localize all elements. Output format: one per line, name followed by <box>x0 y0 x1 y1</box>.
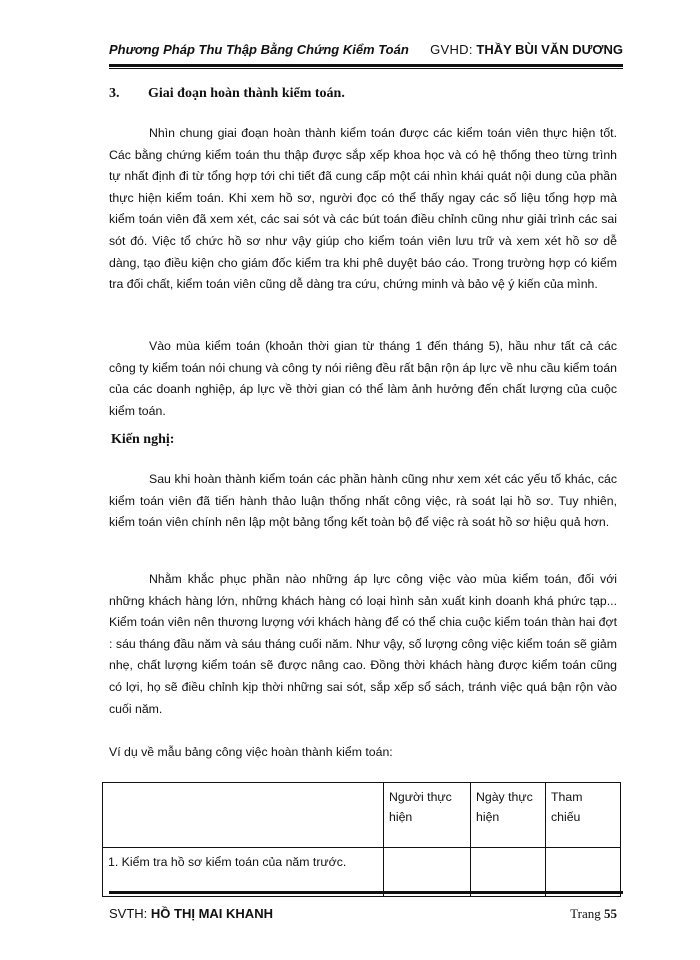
table-cell: 1. Kiểm tra hồ sơ kiểm toán của năm trước. <box>103 848 384 897</box>
student-label: SVTH: <box>109 906 148 921</box>
table-row <box>103 848 621 897</box>
page-label: Trang <box>570 906 601 921</box>
student-name: HỒ THỊ MAI KHANH <box>150 906 273 921</box>
student-info <box>109 906 273 921</box>
recommendation-heading: Kiến nghị: <box>111 432 175 447</box>
table-header-cell: Người thực hiện <box>384 783 471 848</box>
header-divider <box>109 64 623 67</box>
advisor-name: THẦY BÙI VĂN DƯƠNG <box>476 42 623 57</box>
table-header-cell <box>103 783 384 848</box>
advisor-label: GVHD: <box>430 42 473 57</box>
paragraph-example-intro: Ví dụ về mẫu bảng công việc hoàn thành kiểm toán: <box>109 745 393 759</box>
section-number: 3. <box>109 86 120 101</box>
advisor-info <box>430 42 623 57</box>
paragraph-review: Sau khi hoàn thành kiểm toán các phần hành cũng như xem xét các yếu tố khác, các kiểm toán viên đã tiến hành thảo luận thống nhất công việc, rà soát lại hồ sơ. Tuy nhiên, kiểm toán viên chính nên lập một bảng tổng kết toàn bộ để việc rà soát hồ sơ hiệu quả hơn. <box>109 472 617 530</box>
table-cell <box>546 848 621 897</box>
table-cell <box>384 848 471 897</box>
section-heading <box>109 86 345 102</box>
completion-work-table <box>102 782 621 897</box>
paragraph-solution: Nhằm khắc phục phần nào những áp lực công việc vào mùa kiểm toán, đối với những khách hàng lớn, những khách hàng có loại hình sản xuất kinh doanh khá phức tạp... Kiểm toán viên nên thương lượng với khách hàng để có thể chia cuộc kiểm toán thàn hai đợt : sáu tháng đầu năm và sáu tháng cuối năm. Như vậy, số lượng công việc kiểm toán sẽ giảm nhẹ, chất lượng kiểm toán sẽ được nâng cao. Đồng thời khách hàng được kiểm toán cũng có lợi, họ sẽ điều chỉnh kịp thời những sai sót, sắp xếp sổ sách, tránh việc quá bận rộn vào cuối năm. <box>109 572 617 716</box>
page-header <box>109 42 623 64</box>
paragraph-audit-season: Vào mùa kiểm toán (khoản thời gian từ tháng 1 đến tháng 5), hầu như tất cả các công ty kiểm toán nói chung và công ty nói riêng đều rất bận rộn áp lực về nhu cầu kiểm toán của các doanh nghiệp, áp lực về thời gian có thể làm ảnh hưởng đến chất lượng của cuộc kiểm toán. <box>109 339 617 418</box>
footer-divider <box>109 891 623 894</box>
table-cell <box>471 848 546 897</box>
section-title: Giai đoạn hoàn thành kiểm toán. <box>148 86 345 101</box>
header-divider-thin <box>109 68 623 69</box>
table-header-cell: Ngày thực hiện <box>471 783 546 848</box>
page-number-value: 55 <box>604 906 617 921</box>
document-title: Phương Pháp Thu Thập Bằng Chứng Kiểm Toán <box>109 42 409 57</box>
page-number <box>570 906 617 922</box>
table-header-row <box>103 783 621 848</box>
table-header-cell: Tham chiếu <box>546 783 621 848</box>
paragraph-overview: Nhìn chung giai đoạn hoàn thành kiểm toán được các kiểm toán viên thực hiện tốt. Các bằng chứng kiểm toán thu thập được sắp xếp khoa học và có hệ thống theo từng trình tự nhất định đi từ tổng hợp tới chi tiết đã cung cấp một cái nhìn khái quát nội dung của phần thực hiện kiểm toán. Khi xem hồ sơ, người đọc có thể thấy ngay các số liệu tổng hợp mà kiểm toán viên đã xem xét, các sai sót và các bút toán điều chỉnh cũng như giải trình các sai sót đó. Việc tổ chức hồ sơ như vậy giúp cho kiểm toán viên lưu trữ và xem xét hồ sơ dễ dàng, tạo điều kiện cho giám đốc kiểm tra khi phê duyệt báo cáo. Trong trường hợp có kiểm tra đối chất, kiểm toán viên cũng dễ dàng tra cứu, chứng minh và bảo vệ ý kiến của mình. <box>109 126 617 292</box>
